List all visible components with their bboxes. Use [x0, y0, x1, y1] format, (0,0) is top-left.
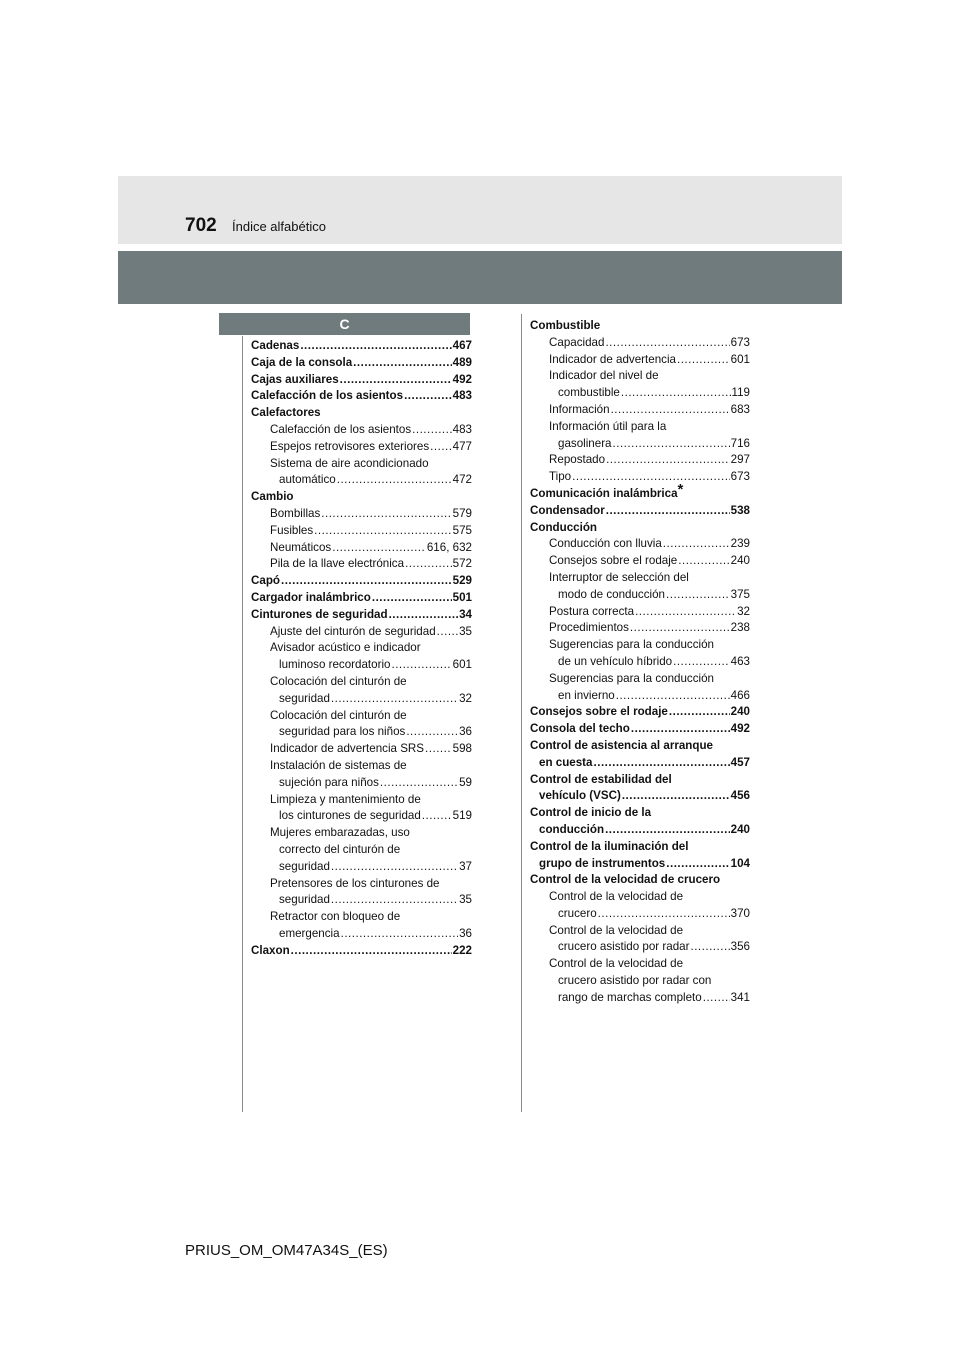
index-entry [251, 943, 472, 960]
dot-leader [572, 469, 730, 486]
index-entry-term: Indicador del nivel de [549, 369, 659, 383]
index-entry-term: Postura correcta [549, 604, 635, 618]
index-entry-term: Caja de la consola [251, 355, 353, 369]
dot-leader [606, 503, 730, 520]
index-entry-term: Consola del techo [530, 722, 630, 736]
index-entry [251, 724, 472, 741]
index-entry-term: gasolinera [558, 436, 612, 450]
dot-leader [678, 553, 729, 570]
index-entry-page: 483 [452, 389, 472, 403]
index-entry-page: 32 [737, 604, 750, 618]
index-entry [530, 923, 750, 940]
dot-leader [281, 573, 452, 590]
dot-leader [331, 859, 458, 876]
dot-leader [666, 856, 729, 873]
index-entry-term: crucero asistido por radar con [558, 974, 712, 988]
dot-leader [404, 388, 452, 405]
index-entry-page: 370 [730, 906, 750, 920]
index-entry-term: crucero [558, 906, 597, 920]
index-entry-page: 683 [730, 402, 750, 416]
index-entry-page: 457 [730, 755, 750, 769]
dot-leader [622, 788, 730, 805]
index-entry [530, 503, 750, 520]
dot-leader [703, 990, 730, 1007]
index-entry-page: 716 [730, 436, 750, 450]
index-entry-term: Cargador inalámbrico [251, 590, 371, 604]
index-entry [530, 368, 750, 385]
index-entry [251, 657, 472, 674]
index-entry-page: 601 [730, 352, 750, 366]
index-entry-term: Limpieza y mantenimiento de [270, 792, 421, 806]
index-entry-page: 37 [459, 859, 472, 873]
index-entry-term: seguridad [279, 691, 330, 705]
dot-leader [437, 624, 458, 641]
index-entry-page: 456 [730, 789, 750, 803]
dot-leader [405, 556, 452, 573]
index-entry [530, 956, 750, 973]
index-entry [530, 755, 750, 772]
index-entry-term: Cadenas [251, 339, 300, 352]
index-entry-term: Fusibles [270, 523, 314, 537]
dot-leader [613, 436, 730, 453]
index-entry-term: Bombillas [270, 506, 321, 520]
index-entry [530, 335, 750, 352]
index-entry [251, 775, 472, 792]
index-entry-term: Interruptor de selección del [549, 570, 689, 584]
index-entry [251, 372, 472, 389]
dot-leader [430, 439, 452, 456]
dot-leader [341, 926, 459, 943]
dot-leader [300, 338, 451, 355]
index-entry-page: 673 [730, 470, 750, 484]
index-entry-term: grupo de instrumentos [539, 856, 666, 870]
index-entry-term: Capó [251, 574, 280, 588]
index-entry-page: 529 [452, 574, 472, 588]
index-entry-term: Repostado [549, 453, 606, 467]
index-entry-term: Consejos sobre el rodaje [549, 554, 678, 568]
index-entry [251, 892, 472, 909]
index-entry-page: 477 [452, 439, 472, 453]
index-entry [530, 587, 750, 604]
index-entry [251, 472, 472, 489]
index-entry-term: Capacidad [549, 335, 605, 349]
index-entry-page: 36 [459, 926, 472, 940]
index-entry-term: Tipo [549, 470, 572, 484]
index-entry-term: modo de conducción [558, 587, 665, 601]
dot-leader [635, 604, 736, 621]
dot-leader [332, 540, 426, 557]
dot-leader [380, 775, 458, 792]
index-entry [251, 439, 472, 456]
index-entry-page: 489 [452, 355, 472, 369]
index-entry [251, 540, 472, 557]
index-entry-page: 575 [452, 523, 472, 537]
index-entry-term: en cuesta [539, 755, 593, 769]
index-entry-term: Consejos sobre el rodaje [530, 705, 668, 719]
index-entry [251, 607, 472, 624]
index-entry-term: seguridad para los niños [279, 725, 406, 739]
index-entry-term: Control de la velocidad de crucero [530, 873, 721, 887]
index-entry-term: Control de la velocidad de [549, 957, 684, 971]
index-entry-page: 492 [452, 372, 472, 386]
index-entry-term: Control de la iluminación del [530, 839, 689, 853]
index-entry-term: Calefacción de los asientos [270, 422, 412, 436]
index-entry-term: Información útil para la [549, 419, 667, 433]
index-entry-page: 598 [452, 742, 472, 756]
index-entry [251, 691, 472, 708]
index-entry [530, 856, 750, 873]
index-entry [251, 741, 472, 758]
dot-leader [621, 385, 731, 402]
index-entry-term: de un vehículo híbrido [558, 654, 673, 668]
dot-leader [422, 808, 452, 825]
index-entry-term: Control de la velocidad de [549, 923, 684, 937]
index-entry [251, 489, 472, 506]
index-entry-term: Cambio [251, 490, 294, 504]
dot-leader [616, 688, 730, 705]
index-entry-page: 239 [730, 537, 750, 551]
index-entry-page: 601 [452, 658, 472, 672]
index-entry [530, 520, 750, 537]
index-entry-term: Pretensores de los cinturones de [270, 876, 440, 890]
index-entry [251, 422, 472, 439]
index-entry-page: 341 [730, 990, 750, 1004]
index-entry [530, 772, 750, 789]
index-entry-term: Neumáticos [270, 540, 332, 554]
index-entry [251, 640, 472, 657]
index-entry-page: 467 [452, 339, 472, 352]
index-entry-term: Cinturones de seguridad [251, 607, 388, 621]
index-entry [251, 674, 472, 691]
index-entry [251, 624, 472, 641]
index-entry [530, 973, 750, 990]
index-entry-term: Espejos retrovisores exteriores [270, 439, 430, 453]
index-entry-page: 222 [452, 943, 472, 957]
index-entry-page: 119 [731, 386, 750, 400]
index-entry-term: seguridad [279, 893, 330, 907]
index-entry-term: Procedimientos [549, 621, 629, 635]
index-entry-page: 240 [730, 822, 750, 836]
index-entry-page: 240 [730, 705, 750, 719]
index-entry [530, 637, 750, 654]
index-entry-term: Sugerencias para la conducción [549, 638, 714, 652]
index-entry [251, 556, 472, 573]
index-entry-term: Ajuste del cinturón de seguridad [270, 624, 436, 638]
dot-leader [314, 523, 451, 540]
index-entry-term: vehículo (VSC) [539, 789, 621, 803]
index-entry-term: seguridad [279, 859, 330, 873]
index-entry-page: 538 [730, 503, 750, 517]
index-entry-term: Control de asistencia al arranque [530, 738, 713, 752]
index-entry [530, 889, 750, 906]
index-entry-term: sujeción para niños [279, 775, 379, 789]
index-entry [530, 788, 750, 805]
index-entry-page: 572 [452, 557, 472, 571]
index-entry [530, 704, 750, 721]
index-entry [530, 402, 750, 419]
index-entry [251, 926, 472, 943]
index-entry [251, 506, 472, 523]
index-entry-term: Colocación del cinturón de [270, 708, 407, 722]
index-entry-term: Conducción con lluvia [549, 537, 662, 551]
index-entry-term: luminoso recordatorio [279, 658, 391, 672]
index-entry-term: Calefacción de los asientos [251, 389, 404, 403]
index-entry-page: 463 [730, 654, 750, 668]
index-entry-page: 238 [730, 621, 750, 635]
index-entry-term: rango de marchas completo [558, 990, 702, 1004]
dot-leader [594, 755, 730, 772]
dot-leader [389, 607, 459, 624]
index-entry-term: Avisador acústico e indicador [270, 641, 421, 655]
dot-leader [663, 536, 730, 553]
index-entry [530, 318, 750, 335]
index-entry [530, 822, 750, 839]
index-entry-page: 297 [730, 453, 750, 467]
index-entry-page: 616, 632 [426, 540, 472, 554]
index-entry [530, 352, 750, 369]
index-entry [251, 523, 472, 540]
index-entry [251, 388, 472, 405]
index-entry [530, 620, 750, 637]
page-title: Índice alfabético [232, 219, 326, 234]
index-entry-term: automático [279, 473, 336, 487]
index-entry-term: Control de inicio de la [530, 806, 652, 820]
dot-leader [669, 704, 730, 721]
index-entry [251, 792, 472, 809]
index-entry [530, 671, 750, 688]
index-entry [530, 480, 750, 503]
index-entry-term: Combustible [530, 319, 601, 332]
index-entry-page: 35 [459, 893, 472, 907]
index-entry-page: 104 [730, 856, 750, 870]
index-column-left [251, 338, 472, 959]
index-entry-term: Colocación del cinturón de [270, 674, 407, 688]
index-entry-term: Pila de la llave electrónica [270, 557, 405, 571]
index-entry-term: Instalación de sistemas de [270, 758, 407, 772]
index-entry-term: Sugerencias para la conducción [549, 671, 714, 685]
index-entry [251, 758, 472, 775]
dot-leader [631, 721, 730, 738]
index-entry [530, 805, 750, 822]
dot-leader [321, 506, 451, 523]
index-entry-page: 673 [730, 335, 750, 349]
index-entry-term: Mujeres embarazadas, uso [270, 826, 410, 840]
index-entry-term: Indicador de advertencia SRS [270, 742, 425, 756]
index-column-right [530, 318, 750, 1007]
index-entry [530, 452, 750, 469]
index-entry-term: Condensador [530, 503, 605, 517]
dot-leader [337, 472, 452, 489]
dot-leader [630, 620, 730, 637]
index-entry-term: Comunicación inalámbrica [530, 486, 678, 500]
index-entry [530, 939, 750, 956]
index-entry-page: 59 [459, 775, 472, 789]
dot-leader [353, 355, 451, 372]
index-entry-term: Retractor con bloqueo de [270, 910, 401, 924]
index-entry-page: 519 [452, 809, 472, 823]
index-entry [530, 536, 750, 553]
dot-leader [340, 372, 452, 389]
index-entry [251, 708, 472, 725]
dot-leader [690, 939, 729, 956]
dot-leader [372, 590, 452, 607]
index-entry-page: 472 [452, 473, 472, 487]
index-entry [530, 990, 750, 1007]
index-entry [530, 436, 750, 453]
index-entry-page: 36 [459, 725, 472, 739]
right-column-rule [521, 314, 522, 1112]
index-entry-page: 466 [730, 688, 750, 702]
dot-leader [598, 906, 730, 923]
index-entry-page: 32 [459, 691, 472, 705]
index-entry [530, 906, 750, 923]
index-entry [251, 825, 472, 842]
dot-leader [391, 657, 451, 674]
index-entry [251, 338, 472, 355]
index-entry [251, 876, 472, 893]
dot-leader [291, 943, 452, 960]
dot-leader [331, 892, 458, 909]
index-entry-term: Calefactores [251, 406, 321, 420]
index-entry-term: combustible [558, 386, 620, 400]
index-entry [251, 909, 472, 926]
index-entry [530, 738, 750, 755]
index-entry-term: crucero asistido por radar [558, 940, 690, 954]
index-entry-page: 356 [730, 940, 750, 954]
header-bar [118, 176, 842, 244]
index-entry [530, 469, 750, 486]
index-entry [251, 355, 472, 372]
index-entry [530, 553, 750, 570]
index-entry-page: 35 [459, 624, 472, 638]
dot-leader [605, 822, 730, 839]
index-entry-term: correcto del cinturón de [279, 842, 401, 856]
page-number: 702 [185, 215, 217, 236]
index-entry-term: Claxon [251, 943, 290, 957]
dot-leader [666, 587, 730, 604]
section-letter-tab: C [219, 313, 470, 335]
index-entry [251, 573, 472, 590]
header-band [118, 251, 842, 304]
index-entry [251, 405, 472, 422]
index-entry-term: Indicador de advertencia [549, 352, 676, 366]
dot-leader [606, 452, 730, 469]
index-entry [530, 721, 750, 738]
index-entry [530, 872, 750, 889]
index-entry-term: Control de estabilidad del [530, 772, 672, 786]
index-entry-term: Control de la velocidad de [549, 890, 684, 904]
index-entry-term: los cinturones de seguridad [279, 809, 421, 823]
index-entry [251, 456, 472, 473]
left-column-rule [242, 336, 243, 1112]
index-entry [530, 688, 750, 705]
index-entry-page: 240 [730, 554, 750, 568]
index-entry [251, 842, 472, 859]
index-entry [530, 604, 750, 621]
index-entry-term: emergencia [279, 926, 340, 940]
dot-leader [406, 724, 458, 741]
index-entry-term: Sistema de aire acondicionado [270, 456, 429, 470]
index-entry [530, 570, 750, 587]
index-entry [530, 839, 750, 856]
index-entry-page: 375 [730, 587, 750, 601]
index-entry [530, 385, 750, 402]
index-entry-term: Conducción [530, 520, 597, 534]
index-entry [251, 859, 472, 876]
index-entry-term: Información [549, 402, 610, 416]
dot-leader [605, 335, 729, 352]
index-entry-page: 579 [452, 506, 472, 520]
index-entry [530, 419, 750, 436]
index-entry-page: 483 [452, 422, 472, 436]
document-code: PRIUS_OM_OM47A34S_(ES) [185, 1242, 388, 1259]
index-entry [530, 654, 750, 671]
dot-leader [331, 691, 458, 708]
index-entry-page: 492 [730, 722, 750, 736]
footnote-asterisk: * [677, 480, 684, 498]
index-entry [251, 808, 472, 825]
index-entry-term: Cajas auxiliares [251, 372, 339, 386]
index-entry [251, 590, 472, 607]
dot-leader [677, 352, 730, 369]
dot-leader [412, 422, 452, 439]
dot-leader [673, 654, 730, 671]
index-entry-page: 34 [459, 607, 472, 621]
index-entry-term: en invierno [558, 688, 615, 702]
index-entry-page: 501 [452, 590, 472, 604]
dot-leader [611, 402, 730, 419]
dot-leader [425, 741, 452, 758]
index-entry-term: conducción [539, 822, 605, 836]
